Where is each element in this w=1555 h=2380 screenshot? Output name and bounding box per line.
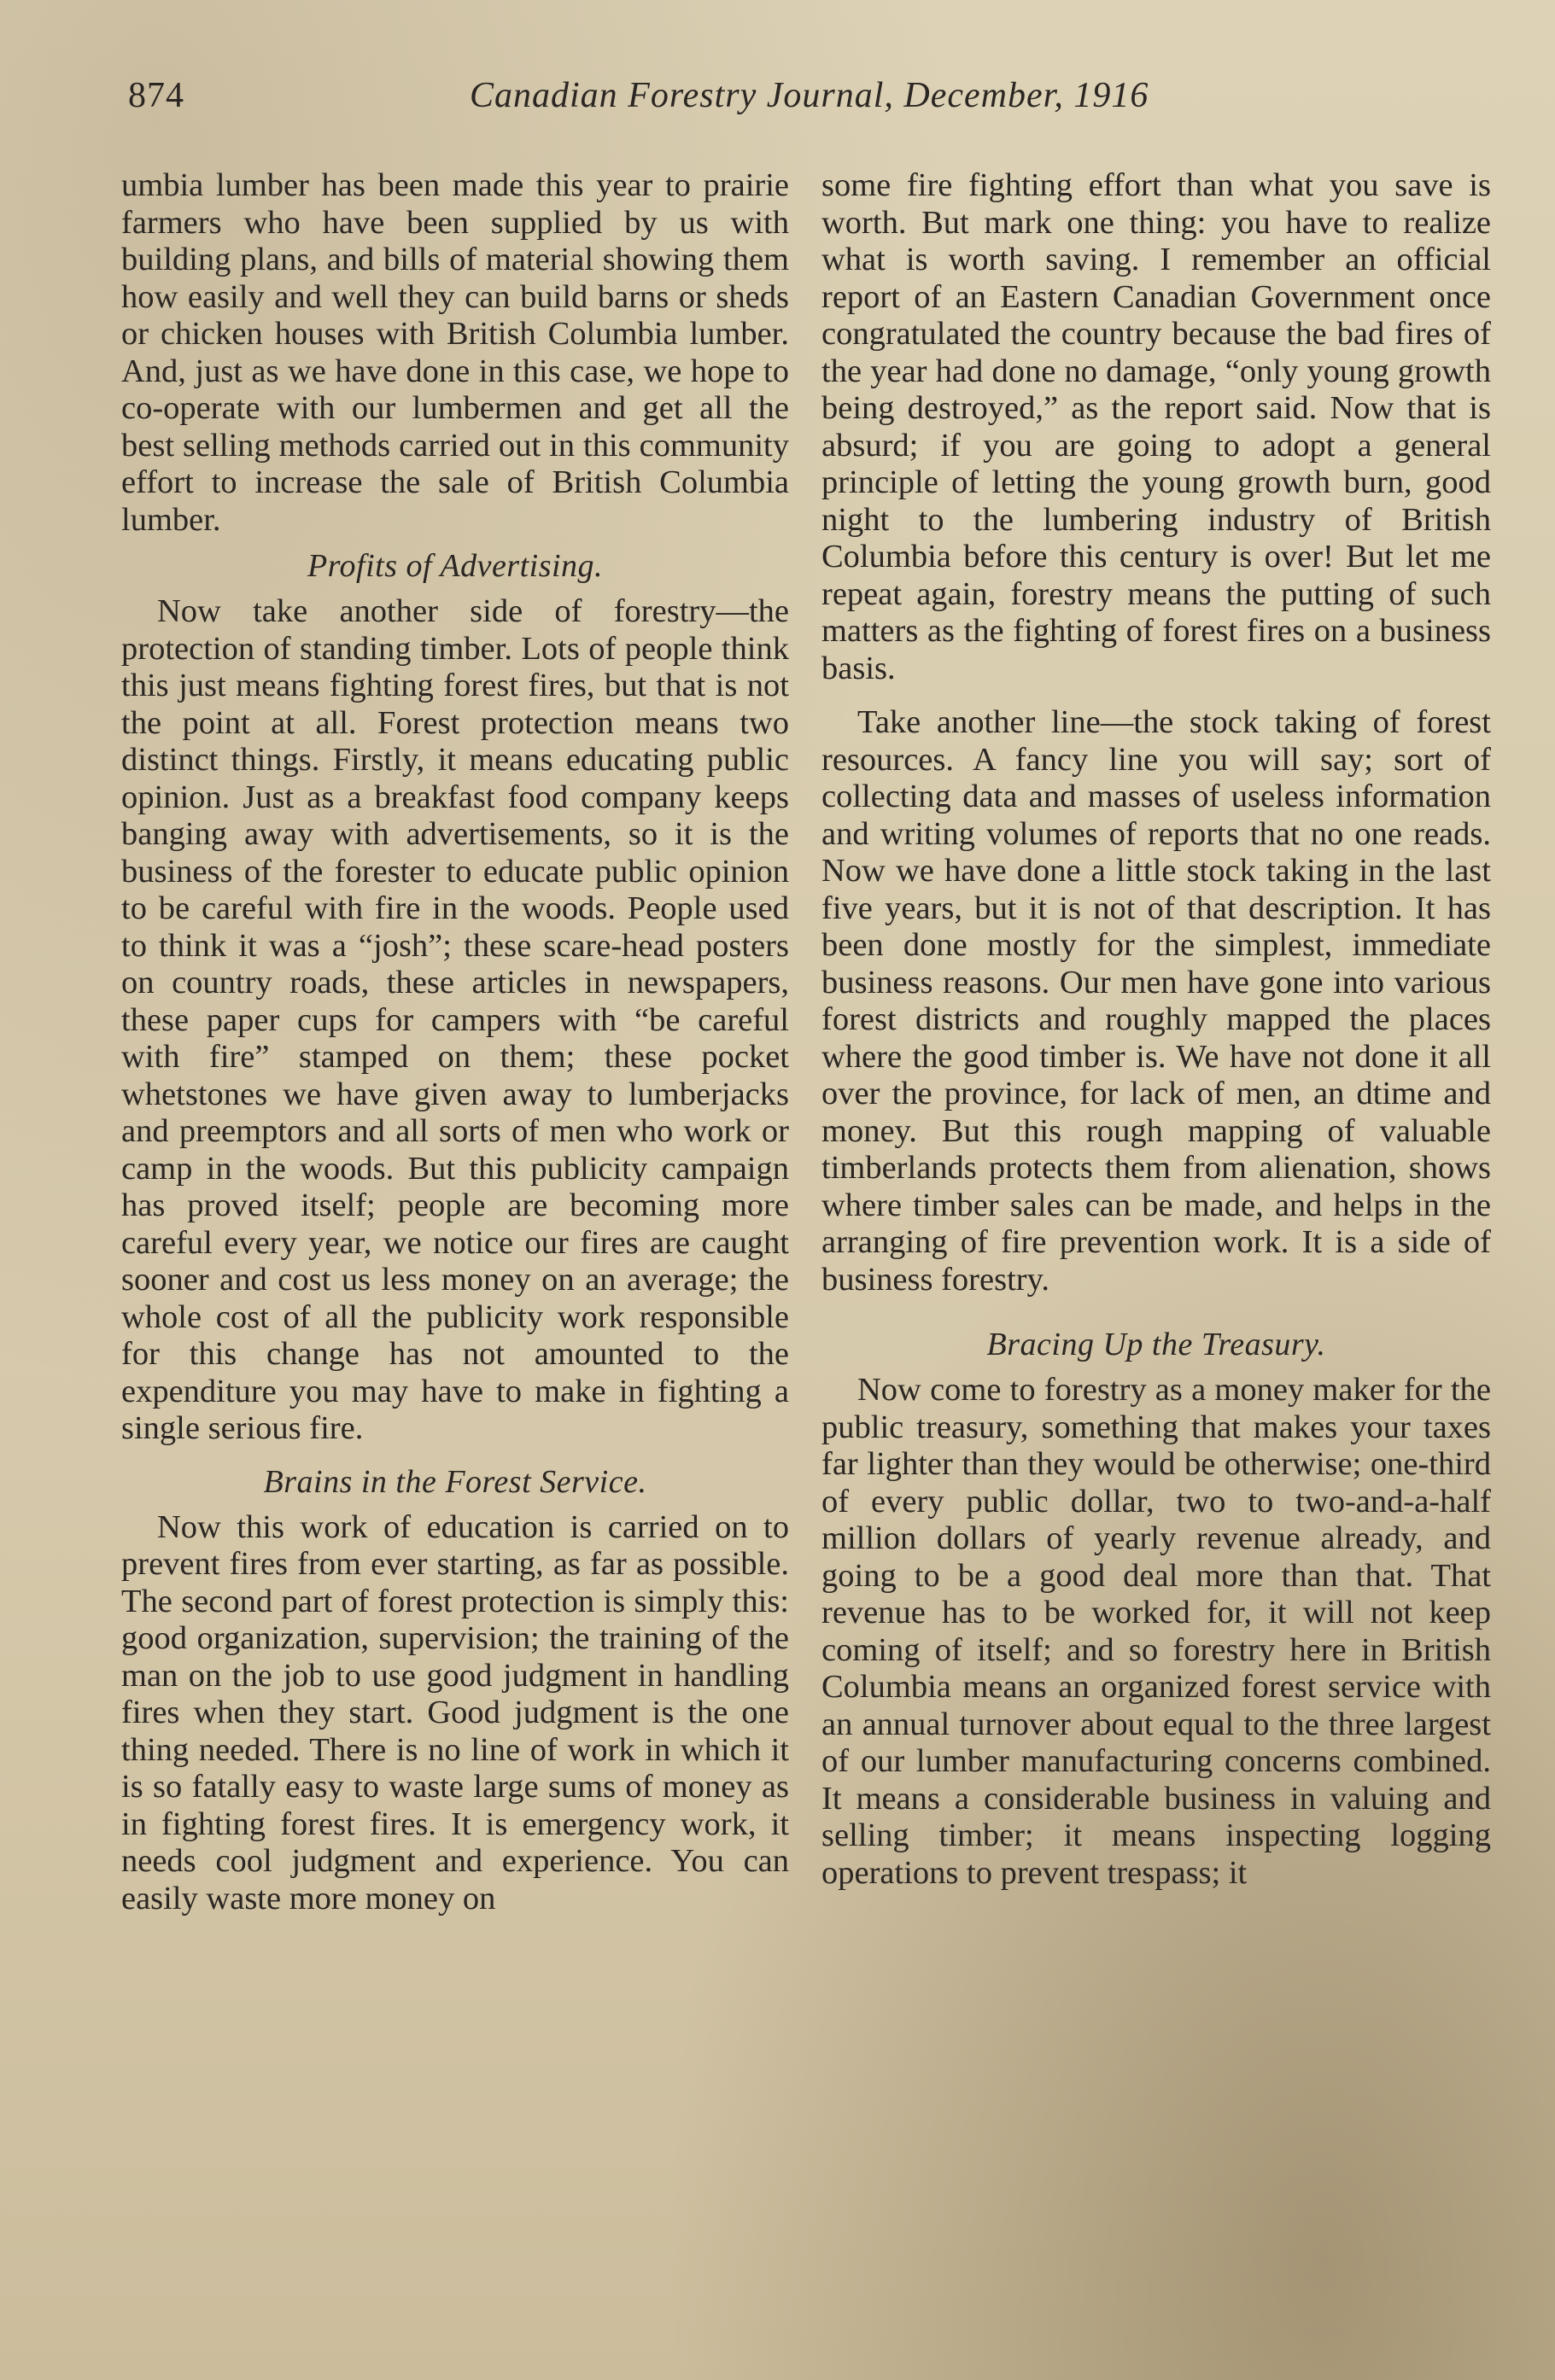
left-column bbox=[121, 167, 789, 1917]
section-heading-profits-of-advertising: Profits of Advertising. bbox=[307, 548, 604, 584]
section-heading-bracing-up-treasury: Bracing Up the Treasury. bbox=[986, 1327, 1326, 1362]
paragraph-money-maker: Now come to forestry as a money maker for the public treasury, something that makes your taxes far lighter than they would be otherwise; one-third of every public dollar, two to two-and-a-half million dollars of yearly revenue already, and going to be a good deal more than that. That revenue has to be worked for, it will not keep coming of itself; and so forestry here in British Columbia means an organized forest service with an annual turnover about equal to the three largest of our lumber manufacturing concerns combined. It means a considerable business in valuing and selling timber; it means inspecting logging operations to prevent trespass; it bbox=[821, 1372, 1491, 1891]
paragraph-education: Now this work of education is carried on to prevent fires from ever starting, as far as possible. The second part of forest protection is simply this: good organization, supervision; the training of the man on the job to use good judgment in handling fires when they start. Good judgment is the one thing needed. There is no line of work in which it is so fatally easy to waste large sums of money as in fighting forest fires. It is emergency work, it needs cool judgment and experience. You can easily waste more money on bbox=[121, 1508, 789, 1916]
paragraph-fire-fighting: some fire fighting effort than what you save is worth. But mark one thing: you have to realize what is worth saving. I remember an official report of an Eastern Canadian Government once congratulated the country because the bad fires of the year had done no damage, “only young growth being destroyed,” as the report said. Now that is absurd; if you are going to adopt a general principle of letting the young growth burn, good night to the lumbering industry of British Columbia before this century is over! But let me repeat again, forestry means the putting of such matters as the fighting of forest fires on a business basis. bbox=[821, 167, 1491, 686]
right-column bbox=[821, 167, 1491, 1892]
running-title: Canadian Forestry Journal, December, 1916 bbox=[470, 76, 1149, 115]
page-header bbox=[128, 75, 1494, 126]
paragraph-forest-protection: Now take another side of forestry—the protection of standing timber. Lots of people think this just means fighting forest fires, but that is not the point at all. Forest protection means two distinct things. Firstly, it means educating public opinion. Just as a breakfast food company keeps banging away with advertisements, so it is the business of the forester to educate public opinion to be careful with fire in the woods. People used to think it was a “josh”; these scare-head posters on country roads, these articles in newspapers, these paper cups for campers with “be careful with fire” stamped on them; these pocket whetstones we have given away to lumberjacks and preemptors and all sorts of men who work or camp in the woods. But this publicity campaign has proved itself; people are becoming more careful every year, we notice our fires are caught sooner and cost us less money on an average; the whole cost of all the publicity work responsible for this change has not amounted to the expenditure you may have to make in fighting a single serious fire. bbox=[121, 593, 789, 1446]
section-heading-brains-in-forest-service: Brains in the Forest Service. bbox=[263, 1463, 647, 1500]
page-number: 874 bbox=[128, 76, 184, 115]
paragraph-continued: umbia lumber has been made this year to prairie farmers who have been supplied by us with building plans, and bills of material showing them how easily and well they can build barns or sheds or chicken houses with British Columbia lumber. And, just as we have done in this case, we hope to co-operate with our lumbermen and get all the best selling methods carried out in this community effort to increase the sale of British Columbia lumber. bbox=[121, 167, 789, 538]
paragraph-stock-taking: Take another line—the stock taking of forest resources. A fancy line you will say; sort of collecting data and masses of useless information and writing volumes of reports that no one reads. Now we have done a little stock taking in the last five years, but it is not of that description. It has been done mostly for the simplest, immediate business reasons. Our men have gone into various forest districts and roughly mapped the places where the good timber is. We have not done it all over the province, for lack of men, an dtime and money. But this rough mapping of valuable timberlands protects them from alienation, shows where timber sales can be made, and helps in the arranging of fire prevention work. It is a side of business forestry. bbox=[821, 704, 1491, 1298]
